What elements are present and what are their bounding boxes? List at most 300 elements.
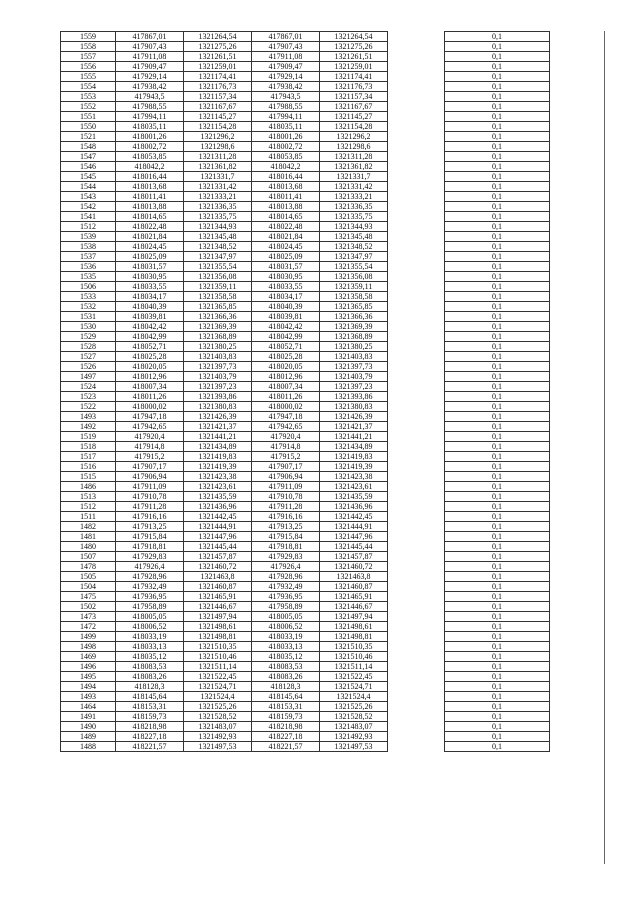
accuracy-cell: 0,1	[445, 152, 550, 162]
x-coordinate-2-cell: 417988,55	[252, 102, 320, 112]
y-coordinate-cell: 1321446,67	[184, 602, 252, 612]
table-row	[61, 422, 550, 432]
y-coordinate-2-cell: 1321497,53	[320, 742, 388, 752]
accuracy-cell: 0,1	[445, 392, 550, 402]
x-coordinate-2-cell: 417911,28	[252, 502, 320, 512]
x-coordinate-cell: 417942,65	[116, 422, 184, 432]
point-number-cell: 1472	[61, 622, 116, 632]
accuracy-cell: 0,1	[445, 262, 550, 272]
x-coordinate-2-cell: 418053,85	[252, 152, 320, 162]
y-coordinate-cell: 1321510,35	[184, 642, 252, 652]
point-number-cell: 1496	[61, 662, 116, 672]
y-coordinate-2-cell: 1321525,26	[320, 702, 388, 712]
y-coordinate-cell: 1321419,39	[184, 462, 252, 472]
x-coordinate-2-cell: 418128,3	[252, 682, 320, 692]
spacer-cell	[388, 552, 445, 562]
y-coordinate-2-cell: 1321447,96	[320, 532, 388, 542]
x-coordinate-cell: 418012,96	[116, 372, 184, 382]
table-row	[61, 372, 550, 382]
y-coordinate-cell: 1321442,45	[184, 512, 252, 522]
y-coordinate-cell: 1321296,2	[184, 132, 252, 142]
point-number-cell: 1536	[61, 262, 116, 272]
point-number-cell: 1528	[61, 342, 116, 352]
table-row	[61, 382, 550, 392]
spacer-cell	[388, 482, 445, 492]
x-coordinate-cell: 417947,18	[116, 412, 184, 422]
x-coordinate-cell: 418006,52	[116, 622, 184, 632]
point-number-cell: 1475	[61, 592, 116, 602]
table-row	[61, 262, 550, 272]
x-coordinate-2-cell: 417914,8	[252, 442, 320, 452]
x-coordinate-2-cell: 418034,17	[252, 292, 320, 302]
x-coordinate-cell: 418016,44	[116, 172, 184, 182]
y-coordinate-cell: 1321436,96	[184, 502, 252, 512]
spacer-cell	[388, 342, 445, 352]
x-coordinate-cell: 418007,34	[116, 382, 184, 392]
spacer-cell	[388, 532, 445, 542]
y-coordinate-2-cell: 1321335,75	[320, 212, 388, 222]
y-coordinate-2-cell: 1321397,73	[320, 362, 388, 372]
spacer-cell	[388, 422, 445, 432]
y-coordinate-cell: 1321510,46	[184, 652, 252, 662]
x-coordinate-2-cell: 417943,5	[252, 92, 320, 102]
x-coordinate-2-cell: 417942,65	[252, 422, 320, 432]
spacer-cell	[388, 502, 445, 512]
y-coordinate-2-cell: 1321298,6	[320, 142, 388, 152]
point-number-cell: 1521	[61, 132, 116, 142]
x-coordinate-cell: 417914,8	[116, 442, 184, 452]
accuracy-cell: 0,1	[445, 112, 550, 122]
point-number-cell: 1482	[61, 522, 116, 532]
x-coordinate-2-cell: 418040,39	[252, 302, 320, 312]
spacer-cell	[388, 402, 445, 412]
point-number-cell: 1511	[61, 512, 116, 522]
y-coordinate-cell: 1321528,52	[184, 712, 252, 722]
y-coordinate-2-cell: 1321145,27	[320, 112, 388, 122]
table-row	[61, 482, 550, 492]
x-coordinate-cell: 417909,47	[116, 62, 184, 72]
x-coordinate-2-cell: 418042,2	[252, 162, 320, 172]
x-coordinate-cell: 417913,25	[116, 522, 184, 532]
point-number-cell: 1518	[61, 442, 116, 452]
y-coordinate-cell: 1321344,93	[184, 222, 252, 232]
x-coordinate-cell: 417907,17	[116, 462, 184, 472]
x-coordinate-2-cell: 417906,94	[252, 472, 320, 482]
x-coordinate-cell: 417910,78	[116, 492, 184, 502]
table-row	[61, 612, 550, 622]
table-row	[61, 102, 550, 112]
table-row	[61, 722, 550, 732]
y-coordinate-2-cell: 1321435,59	[320, 492, 388, 502]
y-coordinate-2-cell: 1321176,73	[320, 82, 388, 92]
y-coordinate-2-cell: 1321397,23	[320, 382, 388, 392]
y-coordinate-2-cell: 1321174,41	[320, 72, 388, 82]
spacer-cell	[388, 672, 445, 682]
table-row	[61, 672, 550, 682]
x-coordinate-2-cell: 417929,83	[252, 552, 320, 562]
y-coordinate-cell: 1321359,11	[184, 282, 252, 292]
x-coordinate-cell: 418083,53	[116, 662, 184, 672]
table-row	[61, 312, 550, 322]
table-row	[61, 202, 550, 212]
x-coordinate-cell: 417911,08	[116, 52, 184, 62]
y-coordinate-2-cell: 1321492,93	[320, 732, 388, 742]
table-row	[61, 442, 550, 452]
table-row	[61, 652, 550, 662]
y-coordinate-cell: 1321498,61	[184, 622, 252, 632]
y-coordinate-cell: 1321419,83	[184, 452, 252, 462]
x-coordinate-2-cell: 418007,34	[252, 382, 320, 392]
y-coordinate-cell: 1321333,21	[184, 192, 252, 202]
y-coordinate-2-cell: 1321296,2	[320, 132, 388, 142]
accuracy-cell: 0,1	[445, 492, 550, 502]
x-coordinate-2-cell: 418031,57	[252, 262, 320, 272]
accuracy-cell: 0,1	[445, 32, 550, 42]
point-number-cell: 1533	[61, 292, 116, 302]
x-coordinate-cell: 418034,17	[116, 292, 184, 302]
x-coordinate-2-cell: 418159,73	[252, 712, 320, 722]
y-coordinate-2-cell: 1321423,38	[320, 472, 388, 482]
accuracy-cell: 0,1	[445, 292, 550, 302]
accuracy-cell: 0,1	[445, 732, 550, 742]
spacer-cell	[388, 232, 445, 242]
y-coordinate-2-cell: 1321434,89	[320, 442, 388, 452]
accuracy-cell: 0,1	[445, 592, 550, 602]
accuracy-cell: 0,1	[445, 362, 550, 372]
y-coordinate-cell: 1321365,85	[184, 302, 252, 312]
point-number-cell: 1529	[61, 332, 116, 342]
accuracy-cell: 0,1	[445, 172, 550, 182]
x-coordinate-cell: 418218,98	[116, 722, 184, 732]
table-row	[61, 242, 550, 252]
point-number-cell: 1556	[61, 62, 116, 72]
accuracy-cell: 0,1	[445, 162, 550, 172]
x-coordinate-2-cell: 418005,05	[252, 612, 320, 622]
spacer-cell	[388, 132, 445, 142]
table-row	[61, 392, 550, 402]
spacer-cell	[388, 332, 445, 342]
x-coordinate-cell: 418021,84	[116, 232, 184, 242]
y-coordinate-2-cell: 1321331,42	[320, 182, 388, 192]
accuracy-cell: 0,1	[445, 442, 550, 452]
table-row	[61, 452, 550, 462]
y-coordinate-cell: 1321167,67	[184, 102, 252, 112]
point-number-cell: 1554	[61, 82, 116, 92]
point-number-cell: 1492	[61, 422, 116, 432]
spacer-cell	[388, 322, 445, 332]
x-coordinate-cell: 418000,02	[116, 402, 184, 412]
y-coordinate-2-cell: 1321344,93	[320, 222, 388, 232]
x-coordinate-cell: 418030,95	[116, 272, 184, 282]
spacer-cell	[388, 632, 445, 642]
y-coordinate-2-cell: 1321393,86	[320, 392, 388, 402]
accuracy-cell: 0,1	[445, 622, 550, 632]
y-coordinate-2-cell: 1321498,61	[320, 622, 388, 632]
x-coordinate-cell: 418040,39	[116, 302, 184, 312]
spacer-cell	[388, 642, 445, 652]
spacer-cell	[388, 82, 445, 92]
point-number-cell: 1499	[61, 632, 116, 642]
x-coordinate-2-cell: 418021,84	[252, 232, 320, 242]
accuracy-cell: 0,1	[445, 182, 550, 192]
x-coordinate-cell: 418052,71	[116, 342, 184, 352]
point-number-cell: 1557	[61, 52, 116, 62]
spacer-cell	[388, 412, 445, 422]
point-number-cell: 1490	[61, 722, 116, 732]
y-coordinate-2-cell: 1321511,14	[320, 662, 388, 672]
table-row	[61, 52, 550, 62]
x-coordinate-2-cell: 418013,68	[252, 182, 320, 192]
spacer-cell	[388, 652, 445, 662]
accuracy-cell: 0,1	[445, 52, 550, 62]
accuracy-cell: 0,1	[445, 232, 550, 242]
table-row	[61, 42, 550, 52]
spacer-cell	[388, 522, 445, 532]
y-coordinate-2-cell: 1321264,54	[320, 32, 388, 42]
spacer-cell	[388, 372, 445, 382]
x-coordinate-2-cell: 418002,72	[252, 142, 320, 152]
y-coordinate-cell: 1321426,39	[184, 412, 252, 422]
y-coordinate-2-cell: 1321331,7	[320, 172, 388, 182]
y-coordinate-2-cell: 1321442,45	[320, 512, 388, 522]
spacer-cell	[388, 292, 445, 302]
x-coordinate-cell: 418025,28	[116, 352, 184, 362]
table-row	[61, 472, 550, 482]
y-coordinate-cell: 1321298,6	[184, 142, 252, 152]
point-number-cell: 1542	[61, 202, 116, 212]
x-coordinate-2-cell: 418033,55	[252, 282, 320, 292]
y-coordinate-cell: 1321145,27	[184, 112, 252, 122]
x-coordinate-cell: 418020,05	[116, 362, 184, 372]
table-row	[61, 532, 550, 542]
point-number-cell: 1544	[61, 182, 116, 192]
y-coordinate-cell: 1321335,75	[184, 212, 252, 222]
point-number-cell: 1497	[61, 372, 116, 382]
spacer-cell	[388, 222, 445, 232]
point-number-cell: 1498	[61, 642, 116, 652]
y-coordinate-cell: 1321348,52	[184, 242, 252, 252]
x-coordinate-cell: 417943,5	[116, 92, 184, 102]
y-coordinate-2-cell: 1321423,61	[320, 482, 388, 492]
x-coordinate-cell: 418153,31	[116, 702, 184, 712]
x-coordinate-2-cell: 417926,4	[252, 562, 320, 572]
spacer-cell	[388, 62, 445, 72]
point-number-cell: 1550	[61, 122, 116, 132]
accuracy-cell: 0,1	[445, 552, 550, 562]
y-coordinate-cell: 1321421,37	[184, 422, 252, 432]
y-coordinate-cell: 1321403,79	[184, 372, 252, 382]
y-coordinate-cell: 1321524,4	[184, 692, 252, 702]
accuracy-cell: 0,1	[445, 342, 550, 352]
table-row	[61, 322, 550, 332]
table-row	[61, 342, 550, 352]
point-number-cell: 1489	[61, 732, 116, 742]
y-coordinate-2-cell: 1321524,71	[320, 682, 388, 692]
accuracy-cell: 0,1	[445, 62, 550, 72]
x-coordinate-2-cell: 418042,42	[252, 322, 320, 332]
point-number-cell: 1523	[61, 392, 116, 402]
x-coordinate-cell: 417938,42	[116, 82, 184, 92]
spacer-cell	[388, 432, 445, 442]
accuracy-cell: 0,1	[445, 662, 550, 672]
point-number-cell: 1559	[61, 32, 116, 42]
table-row	[61, 542, 550, 552]
accuracy-cell: 0,1	[445, 82, 550, 92]
point-number-cell: 1504	[61, 582, 116, 592]
point-number-cell: 1464	[61, 702, 116, 712]
y-coordinate-cell: 1321497,53	[184, 742, 252, 752]
x-coordinate-2-cell: 417907,17	[252, 462, 320, 472]
accuracy-cell: 0,1	[445, 422, 550, 432]
accuracy-cell: 0,1	[445, 542, 550, 552]
x-coordinate-cell: 417918,81	[116, 542, 184, 552]
y-coordinate-cell: 1321463,8	[184, 572, 252, 582]
x-coordinate-2-cell: 418035,12	[252, 652, 320, 662]
x-coordinate-2-cell: 418033,19	[252, 632, 320, 642]
x-coordinate-cell: 417916,16	[116, 512, 184, 522]
spacer-cell	[388, 382, 445, 392]
x-coordinate-cell: 417920,4	[116, 432, 184, 442]
table-row	[61, 122, 550, 132]
coordinates-table-body	[61, 32, 550, 752]
x-coordinate-cell: 418002,72	[116, 142, 184, 152]
accuracy-cell: 0,1	[445, 102, 550, 112]
x-coordinate-cell: 418033,13	[116, 642, 184, 652]
x-coordinate-2-cell: 417911,08	[252, 52, 320, 62]
x-coordinate-cell: 417988,55	[116, 102, 184, 112]
y-coordinate-2-cell: 1321498,81	[320, 632, 388, 642]
spacer-cell	[388, 312, 445, 322]
table-row	[61, 72, 550, 82]
x-coordinate-cell: 417929,83	[116, 552, 184, 562]
spacer-cell	[388, 602, 445, 612]
accuracy-cell: 0,1	[445, 92, 550, 102]
point-number-cell: 1535	[61, 272, 116, 282]
table-row	[61, 662, 550, 672]
y-coordinate-cell: 1321345,48	[184, 232, 252, 242]
x-coordinate-cell: 418005,05	[116, 612, 184, 622]
y-coordinate-2-cell: 1321347,97	[320, 252, 388, 262]
spacer-cell	[388, 442, 445, 452]
y-coordinate-2-cell: 1321524,4	[320, 692, 388, 702]
y-coordinate-2-cell: 1321380,83	[320, 402, 388, 412]
y-coordinate-2-cell: 1321497,94	[320, 612, 388, 622]
table-row	[61, 492, 550, 502]
spacer-cell	[388, 512, 445, 522]
spacer-cell	[388, 112, 445, 122]
accuracy-cell: 0,1	[445, 722, 550, 732]
point-number-cell: 1526	[61, 362, 116, 372]
x-coordinate-2-cell: 418025,09	[252, 252, 320, 262]
x-coordinate-2-cell: 418227,18	[252, 732, 320, 742]
point-number-cell: 1548	[61, 142, 116, 152]
x-coordinate-cell: 418221,57	[116, 742, 184, 752]
x-coordinate-cell: 418042,99	[116, 332, 184, 342]
accuracy-cell: 0,1	[445, 682, 550, 692]
y-coordinate-2-cell: 1321460,87	[320, 582, 388, 592]
spacer-cell	[388, 252, 445, 262]
accuracy-cell: 0,1	[445, 412, 550, 422]
table-row	[61, 632, 550, 642]
point-number-cell: 1480	[61, 542, 116, 552]
accuracy-cell: 0,1	[445, 522, 550, 532]
y-coordinate-2-cell: 1321348,52	[320, 242, 388, 252]
y-coordinate-cell: 1321331,42	[184, 182, 252, 192]
table-row	[61, 432, 550, 442]
x-coordinate-2-cell: 418221,57	[252, 742, 320, 752]
y-coordinate-cell: 1321397,23	[184, 382, 252, 392]
x-coordinate-cell: 418025,09	[116, 252, 184, 262]
accuracy-cell: 0,1	[445, 642, 550, 652]
spacer-cell	[388, 472, 445, 482]
y-coordinate-cell: 1321423,38	[184, 472, 252, 482]
x-coordinate-cell: 418022,48	[116, 222, 184, 232]
spacer-cell	[388, 572, 445, 582]
table-row	[61, 332, 550, 342]
x-coordinate-2-cell: 417932,49	[252, 582, 320, 592]
spacer-cell	[388, 462, 445, 472]
x-coordinate-2-cell: 417915,2	[252, 452, 320, 462]
y-coordinate-2-cell: 1321356,08	[320, 272, 388, 282]
y-coordinate-2-cell: 1321444,91	[320, 522, 388, 532]
accuracy-cell: 0,1	[445, 272, 550, 282]
accuracy-cell: 0,1	[445, 402, 550, 412]
spacer-cell	[388, 722, 445, 732]
x-coordinate-cell: 417936,95	[116, 592, 184, 602]
y-coordinate-2-cell: 1321368,89	[320, 332, 388, 342]
y-coordinate-cell: 1321460,72	[184, 562, 252, 572]
x-coordinate-2-cell: 417911,09	[252, 482, 320, 492]
x-coordinate-cell: 418053,85	[116, 152, 184, 162]
table-row	[61, 732, 550, 742]
accuracy-cell: 0,1	[445, 302, 550, 312]
x-coordinate-cell: 417915,84	[116, 532, 184, 542]
x-coordinate-cell: 418011,26	[116, 392, 184, 402]
y-coordinate-cell: 1321261,51	[184, 52, 252, 62]
y-coordinate-2-cell: 1321336,35	[320, 202, 388, 212]
spacer-cell	[388, 702, 445, 712]
accuracy-cell: 0,1	[445, 142, 550, 152]
x-coordinate-2-cell: 418022,48	[252, 222, 320, 232]
y-coordinate-cell: 1321361,82	[184, 162, 252, 172]
spacer-cell	[388, 492, 445, 502]
y-coordinate-2-cell: 1321403,83	[320, 352, 388, 362]
point-number-cell: 1515	[61, 472, 116, 482]
page-margin-line	[604, 31, 605, 864]
accuracy-cell: 0,1	[445, 242, 550, 252]
x-coordinate-2-cell: 418083,53	[252, 662, 320, 672]
table-row	[61, 92, 550, 102]
y-coordinate-cell: 1321264,54	[184, 32, 252, 42]
table-row	[61, 192, 550, 202]
y-coordinate-2-cell: 1321522,45	[320, 672, 388, 682]
y-coordinate-cell: 1321176,73	[184, 82, 252, 92]
y-coordinate-2-cell: 1321275,26	[320, 42, 388, 52]
x-coordinate-cell: 418033,55	[116, 282, 184, 292]
y-coordinate-2-cell: 1321463,8	[320, 572, 388, 582]
x-coordinate-2-cell: 418006,52	[252, 622, 320, 632]
x-coordinate-2-cell: 418083,26	[252, 672, 320, 682]
x-coordinate-cell: 418159,73	[116, 712, 184, 722]
accuracy-cell: 0,1	[445, 562, 550, 572]
accuracy-cell: 0,1	[445, 632, 550, 642]
x-coordinate-cell: 417926,4	[116, 562, 184, 572]
y-coordinate-cell: 1321154,28	[184, 122, 252, 132]
spacer-cell	[388, 262, 445, 272]
table-row	[61, 272, 550, 282]
accuracy-cell: 0,1	[445, 692, 550, 702]
table-row	[61, 702, 550, 712]
